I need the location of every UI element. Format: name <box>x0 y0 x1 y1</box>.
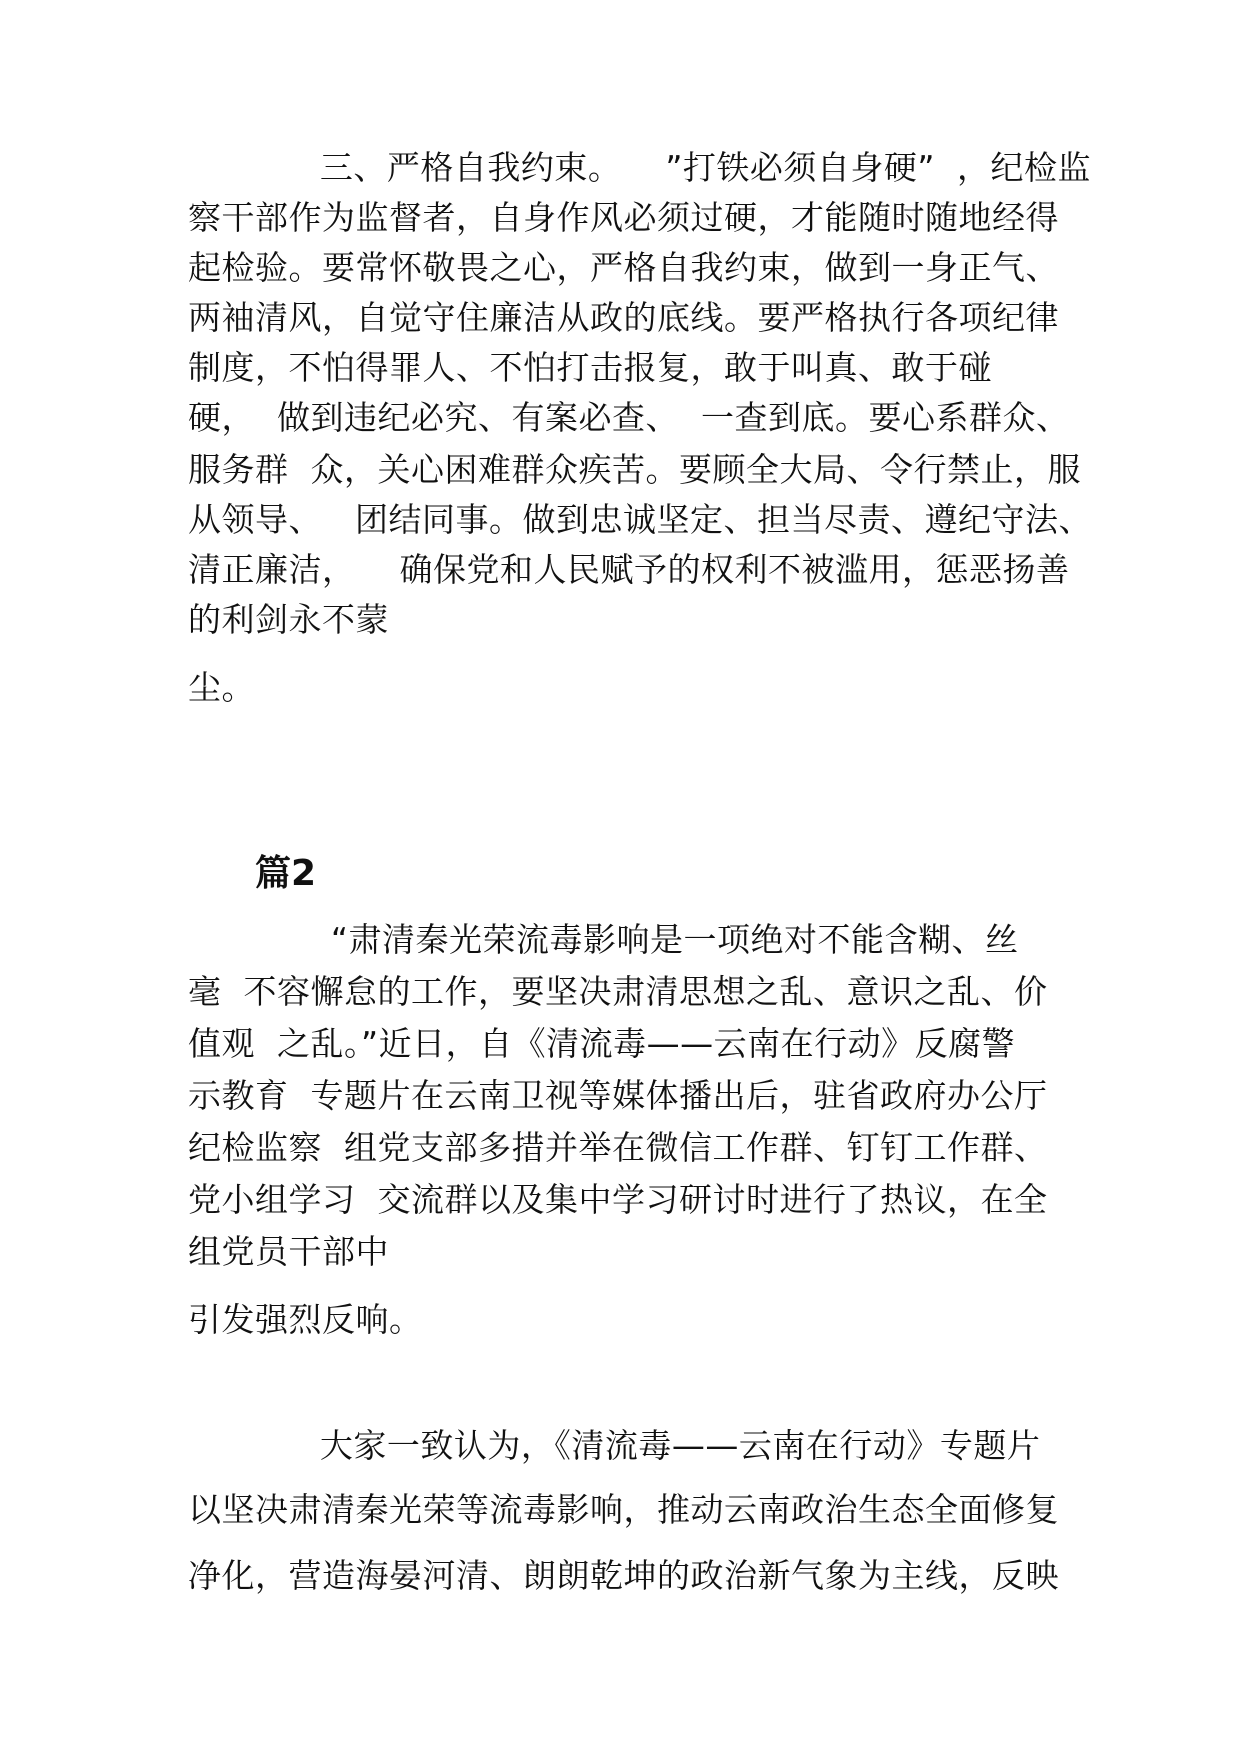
text-line: 起检验。要常怀敬畏之心，严格自我约束，做到一身正气、 <box>188 248 1059 287</box>
text-line: 两袖清风，自觉守住廉洁从政的底线。要严格执行各项纪律 <box>188 298 1059 337</box>
text-line: 组党员干部中 <box>188 1232 389 1271</box>
text-line: 示教育 专题片在云南卫视等媒体播出后，驻省政府办公厅 <box>188 1076 1048 1115</box>
text-line: 清正廉洁， 确保党和人民赋予的权利不被滥用，惩恶扬善 <box>188 550 1070 589</box>
text-line: 党小组学习 交流群以及集中学习研讨时进行了热议，在全 <box>188 1180 1048 1219</box>
text-line: 的利剑永不蒙 <box>188 600 389 639</box>
text-line: 净化，营造海晏河清、朗朗乾坤的政治新气象为主线，反映 <box>188 1556 1059 1595</box>
text-line: 察干部作为监督者，自身作风必须过硬，才能随时随地经得 <box>188 198 1059 237</box>
text-line: “肃清秦光荣流毒影响是一项绝对不能含糊、丝 <box>188 920 1019 959</box>
section-heading: 篇2 <box>255 853 317 894</box>
text-line: 三、严格自我约束。 ”打铁必须自身硬” ，纪检监 <box>188 148 1092 187</box>
text-line: 值观 之乱。”近日，自《清流毒——云南在行动》反腐警 <box>188 1024 1016 1063</box>
text-line: 引发强烈反响。 <box>188 1300 423 1339</box>
text-line: 从领导、 团结同事。做到忠诚坚定、担当尽责、遵纪守法、 <box>188 500 1092 539</box>
text-line: 制度，不怕得罪人、不怕打击报复，敢于叫真、敢于碰 <box>188 348 992 387</box>
text-line: 硬， 做到违纪必究、有案必查、 一查到底。要心系群众、 <box>188 398 1070 437</box>
text-line: 以坚决肃清秦光荣等流毒影响，推动云南政治生态全面修复 <box>188 1490 1059 1529</box>
text-line: 尘。 <box>188 668 255 707</box>
text-line: 服务群 众，关心困难群众疾苦。要顾全大局、令行禁止，服 <box>188 450 1081 489</box>
text-line: 大家一致认为，《清流毒——云南在行动》专题片 <box>188 1426 1041 1465</box>
text-line: 纪检监察 组党支部多措并举在微信工作群、钉钉工作群、 <box>188 1128 1048 1167</box>
text-line: 毫 不容懈怠的工作，要坚决肃清思想之乱、意识之乱、价 <box>188 972 1048 1011</box>
